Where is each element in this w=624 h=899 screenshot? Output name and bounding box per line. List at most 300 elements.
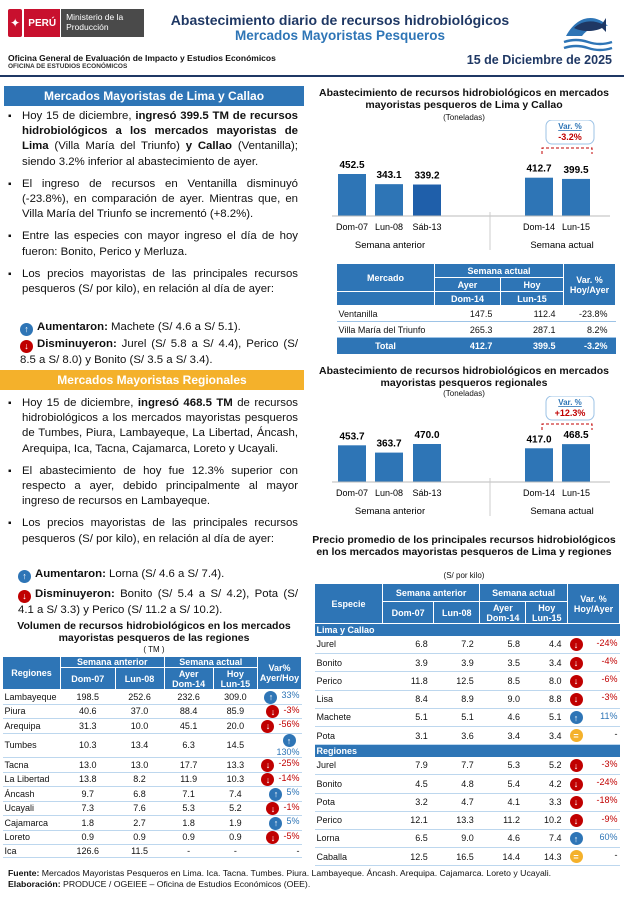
cell-region: Áncash [4,788,35,799]
cell-dom14: 14.4 [502,851,520,862]
table-row [3,719,302,734]
arrow-down-icon: ↓ [261,759,274,772]
col-lun08: Lun-08 [434,602,480,624]
data-label: 470.0 [414,430,440,441]
lima-bullet-4: ▪ Los precios mayoristas de las principales recursos pesqueros (S/ por kilo), en relación al día de ayer: [8,267,298,297]
table-row [315,775,620,793]
cell-lun08: 13.4 [130,740,149,751]
cell-especie: Jurel [316,760,337,771]
footer-elaboration: Elaboración: PRODUCE / OGEIEE – Oficina de Estudios Económicos (OEE). [8,879,311,889]
cell-dom07: 3.2 [415,797,428,808]
table-row [3,772,302,787]
col-semana-actual: Semana actual [164,657,257,668]
cell-region: Lambayeque [4,691,57,702]
regional-bullet-1: ▪ Hoy 15 de diciembre, ingresó 468.5 TM de recursos hidrobiológicos a los mercados mayoristas pesqueros de Tumbes, Piura, Lambayeque, La Libertad, Áncash, Arequipa, Ica, Tacna, Cajamarca, Loreto y Ucayali. [8,396,298,457]
regional-price-up: ↑ Aumentaron: Lorna (S/ 4.6 a S/ 7.4). [18,567,298,583]
cell-var: = - [568,726,620,744]
table-row [315,672,620,690]
arrow-down-icon: ↓ [18,590,31,603]
cell-dom07: 40.6 [79,706,97,717]
cell-dom14: 4.6 [507,712,520,723]
data-label: 453.7 [339,431,365,443]
regions-volume-title: Volumen de recursos hidrobiológicos en los mercados mayoristas pesqueros de las regiones [17,620,291,644]
table-row [315,654,620,672]
regions-volume-body [3,690,302,858]
cell-region: Ucayali [4,803,35,814]
x-tick-label: Dom-14 [522,222,556,232]
cell-lun08: 3.6 [461,730,474,741]
cell-total-hoy: 399.5 [532,340,556,351]
cell-dom07: 9.7 [81,788,95,799]
cell-var: ↑ 5% [258,816,302,831]
footer [8,868,551,890]
bar-Dom-07 [338,174,366,216]
col-dom07: Dom-07 [61,668,116,690]
group-label: Semana anterior [354,240,426,251]
cell-lun15: 4.4 [548,639,562,650]
cell-total-var: -3.2% [583,340,608,351]
variation-bracket [542,148,592,154]
cell-var: ↓ -5% [258,830,302,845]
bar-Dom-14 [525,178,553,216]
cell-ayer: 265.3 [469,324,493,335]
cell-dom14: 5.8 [507,639,520,650]
col-semana-actual: Semana actual [480,584,568,602]
chart-regional [320,396,616,526]
logo-peru: PERÚ [24,9,60,37]
arrow-down-icon: ↓ [570,796,583,809]
col-lun15: Lun-15 [500,292,563,306]
table-row [315,757,620,775]
cell-var: ↑ 33% [258,690,302,705]
cell-var: ↓ -14% [258,772,302,787]
cell-lun15: 5.2 [229,803,242,814]
footer-source: Fuente: Mercados Mayoristas Pesqueros en Lima. Ica. Tacna. Tumbes. Piura. Lambayeque. Áncash. Arequipa. Cajamarca. Loreto y Ucayali. [8,868,552,878]
cell-lun08: 8.2 [133,774,146,785]
cell-dom07: 1.8 [81,817,95,828]
cell-especie: Caballa [316,851,348,862]
table-row [3,830,302,845]
arrow-down-icon: ↓ [570,693,583,706]
cell-dom07: 10.3 [79,740,97,751]
cell-var: ↓ -24% [568,775,620,793]
lima-price-up: ↑ Aumentaron: Machete (S/ 4.6 a S/ 5.1). [20,320,298,336]
col-semana-anterior: Semana anterior [383,584,480,602]
group-label: Semana actual [530,240,594,251]
arrow-down-icon: ↓ [261,773,274,786]
cell-dom07: 3.1 [415,730,428,741]
cell-var: ↓ -56% [258,719,302,734]
data-label: 452.5 [339,160,365,171]
cell-dom07: 12.5 [410,851,428,862]
variation-bracket [542,424,592,430]
col-regiones: Regiones [3,657,61,690]
cell-lun08: 12.5 [456,675,474,686]
cell-lun15: 4.2 [548,778,562,789]
cell-var: - [296,846,300,857]
cell-dom14: 0.9 [182,832,195,843]
cell-lun15: 14.3 [543,851,562,862]
cell-lun08: 37.0 [130,706,149,717]
cell-dom07: 12.1 [410,815,428,826]
lima-bullet-1: ▪ Hoy 15 de diciembre, ingresó 399.5 TM de recursos hidrobiológicos a los mercados mayoristas de Lima (Villa María del Triunfo) y Callao (Ventanilla); siendo 3.2% inferior al abastecimiento de ayer. [8,109,298,170]
cell-var: ↓ -3% [568,690,620,708]
cell-dom14: 45.1 [179,720,198,731]
bar-Sáb-13 [413,185,441,216]
cell-lun08: 7.2 [461,639,474,650]
cell-lun15: - [233,846,237,857]
lima-market-body [337,306,616,354]
cell-region: Tumbes [4,740,37,751]
cell-lun15: 10.2 [543,815,562,826]
bar-Dom-07 [338,445,366,482]
table-row [337,322,616,338]
cell-region: Loreto [4,832,31,843]
col-var: Var. % Hoy/Ayer [564,264,616,306]
report-title: Abastecimiento diario de recursos hidrobiológicos [170,12,510,28]
col-hoy-lun15: Hoy Lun-15 [526,602,568,624]
bar-Lun-08 [375,453,403,482]
cell-lun15: 3.4 [548,657,562,668]
arrow-up-icon: ↑ [18,570,31,583]
org-name: Oficina General de Evaluación de Impacto y Estudios Económicos [8,53,276,63]
table-row [3,845,302,858]
cell-dom14: 5.3 [182,803,195,814]
cell-dom14: 5.3 [507,760,520,771]
arrow-up-icon: ↑ [570,711,583,724]
cell-dom14: 88.4 [179,706,198,717]
variation-value: +12.3% [554,408,586,418]
table-total-row [337,338,616,354]
arrow-down-icon: ↓ [570,675,583,688]
report-date: 15 de Diciembre de 2025 [466,53,612,67]
group-label: Semana actual [530,506,594,517]
chart-lima-title: Abastecimiento de recursos hidrobiológicos en mercados mayoristas pesqueros de Lima y Callao [319,87,609,111]
cell-dom07: 31.3 [79,720,97,731]
cell-mercado: Villa María del Triunfo [338,324,426,335]
lima-bullet-3: ▪ Entre las especies con mayor ingreso el día de hoy fueron: Bonito, Perico y Merluza. [8,229,298,259]
cell-dom07: 0.9 [81,832,95,843]
cell-lun08: 5.1 [461,712,474,723]
chart-lima-unit: (Toneladas) [443,113,485,122]
regional-bullet-3: ▪ Los precios mayoristas de las principales recursos pesqueros (S/ por kilo), en relación al día de ayer: [8,516,298,546]
data-label: 399.5 [563,164,589,176]
cell-dom07: 7.3 [81,803,95,814]
cell-dom14: 4.6 [507,833,520,844]
cell-var: ↓ -3% [568,757,620,775]
table-row [315,708,620,726]
cell-region: La Libertad [4,774,50,785]
col-semana-anterior: Semana anterior [61,657,165,668]
x-tick-label: Sáb-13 [412,222,442,232]
data-label: 468.5 [563,430,589,442]
col-hoy: Hoy [500,278,563,292]
chart-regional-title: Abastecimiento de recursos hidrobiológicos en mercados mayoristas pesqueros regionales [319,365,609,389]
arrow-down-icon: ↓ [570,814,583,827]
cell-dom07: 8.4 [415,694,428,705]
table-row [315,829,620,847]
cell-dom14: 5.4 [507,778,520,789]
arrow-down-icon: ↓ [266,705,279,718]
cell-region: Piura [4,706,26,717]
cell-lun15: 3.4 [548,730,562,741]
cell-mercado: Ventanilla [338,308,378,319]
cell-lun08: 9.0 [461,833,474,844]
cell-lun15: 13.3 [226,759,245,770]
table-row [315,690,620,708]
cell-lun15: 14.5 [226,740,245,751]
cell-lun15: 10.3 [226,774,245,785]
cell-lun08: 0.9 [133,832,146,843]
col-var: Var. % Hoy/Ayer [568,584,620,624]
regional-price-down: ↓ Disminuyeron: Bonito (S/ 5.4 a S/ 4.2), Pota (S/ 4.1 a S/ 3.3) y Perico (S/ 11.2 a S/ 10.2). [18,588,298,617]
office-name: OFICINA DE ESTUDIOS ECONÓMICOS [8,63,128,70]
cell-var: ↓ -18% [568,793,620,811]
cell-lun08: 7.6 [133,803,146,814]
cell-lun08: 4.7 [461,797,474,808]
regional-bullet-2: ▪ El abastecimiento de hoy fue 12.3% superior con respecto a ayer, debido principalmente al mayor ingreso de recursos en Lambayeque. [8,464,298,510]
table-row [3,816,302,831]
lima-bullet-2: ▪ El ingreso de recursos en Ventanilla disminuyó (-23.8%), en comparación de ayer. Mientras que, en Villa María del Triunfo se incrementó (+8.2%). [8,177,298,223]
cell-dom07: 3.9 [415,657,428,668]
regions-volume-table [2,656,302,858]
cell-hoy: 112.4 [533,308,556,319]
equal-icon: = [570,729,583,742]
cell-especie: Pota [316,730,336,741]
data-label: 343.1 [376,170,402,182]
cell-dom07: 11.8 [410,675,428,686]
arrow-down-icon: ↓ [20,340,33,353]
fish-logo-icon [560,6,614,52]
cell-dom07: 4.5 [415,778,428,789]
cell-dom14: 17.7 [179,759,198,770]
x-tick-label: Lun-15 [561,222,591,232]
report-subtitle: Mercados Mayoristas Pesqueros [234,28,446,43]
cell-lun15: 3.3 [548,797,562,808]
cell-dom14: 232.6 [177,691,200,702]
arrow-down-icon: ↓ [266,831,279,844]
table-row [3,690,302,705]
table-row [315,848,620,866]
group-label: Lima y Callao [316,624,375,635]
table-row [315,793,620,811]
logo-ministry: Ministerio de la Producción [61,9,144,37]
cell-dom14: 6.3 [182,740,195,751]
cell-total-label: Total [375,340,396,351]
bar-Lun-08 [375,184,403,216]
cell-especie: Machete [316,712,352,723]
col-blank [337,292,435,306]
cell-dom14: 9.0 [507,694,520,705]
coat-of-arms-icon: ✦ [8,9,22,37]
cell-dom14: 11.2 [503,815,520,826]
cell-lun08: 7.7 [461,760,474,771]
cell-lun08: 13.3 [456,815,474,826]
x-tick-label: Dom-07 [335,488,369,498]
variation-value: -3.2% [558,132,582,142]
x-tick-label: Dom-14 [522,488,556,498]
cell-lun08: 252.6 [128,691,151,702]
cell-total-ayer: 412.7 [469,340,493,351]
cell-var: ↓ -3% [258,704,302,719]
bar-Dom-14 [525,448,553,482]
arrow-up-icon: ↑ [570,832,583,845]
col-lun08: Lun-08 [115,668,164,690]
x-tick-label: Dom-07 [335,222,369,232]
cell-especie: Pota [316,797,336,808]
regional-bullets [8,396,298,554]
equal-icon: = [570,850,583,863]
col-dom07: Dom-07 [383,602,434,624]
cell-lun15: 0.9 [229,832,242,843]
col-dom14: Dom-14 [435,292,501,306]
table-row [3,733,302,758]
regions-volume-unit: ( TM ) [143,645,165,654]
variation-label: Var. % [558,398,582,407]
cell-var: ↓ -6% [568,672,620,690]
cell-lun15: 7.4 [548,833,562,844]
col-hoy-lun15: Hoy Lun-15 [213,668,257,690]
col-especie: Especie [315,584,383,624]
cell-region: Tacna [4,759,29,770]
cell-var: ↓ -9% [568,811,620,829]
prices-title: Precio promedio de los principales recursos hidrobiológicos en los mercados mayoristas pesqueros de Lima y regiones [312,534,616,558]
arrow-up-icon: ↑ [20,323,33,336]
cell-dom07: 13.8 [79,774,97,785]
cell-var: ↓ -24% [568,636,620,654]
cell-dom07: 6.5 [415,833,428,844]
table-row [315,636,620,654]
cell-especie: Perico [316,675,343,686]
arrow-down-icon: ↓ [570,657,583,670]
cell-ayer: 147.5 [469,308,493,319]
table-row [337,306,616,322]
cell-var: ↑ 5% [258,787,302,802]
regional-heading: Mercados Mayoristas Regionales [0,370,304,390]
cell-region: Arequipa [4,720,41,731]
cell-dom14: 1.8 [182,817,195,828]
header-divider [0,75,624,77]
cell-hoy: 287.1 [532,324,556,335]
cell-var: ↓ -25% [258,758,302,773]
arrow-down-icon: ↓ [570,778,583,791]
arrow-up-icon: ↑ [283,734,296,747]
cell-lun08: 11.5 [131,846,148,857]
cell-var: ↓ -1% [258,801,302,816]
produce-logo [8,6,144,40]
cell-lun08: 16.5 [456,851,474,862]
arrow-down-icon: ↓ [266,802,279,815]
cell-especie: Perico [316,815,343,826]
cell-lun15: 1.9 [229,817,242,828]
cell-dom07: 5.1 [415,712,428,723]
cell-lun08: 3.9 [461,657,474,668]
cell-lun15: 5.2 [548,760,562,771]
cell-dom14: 8.5 [507,675,520,686]
arrow-down-icon: ↓ [261,720,274,733]
cell-dom14: 11.9 [180,774,198,785]
cell-var: ↑130% [276,735,300,757]
cell-lun15: 309.0 [224,691,247,702]
group-label: Regiones [316,745,358,756]
arrow-up-icon: ↑ [269,788,282,801]
arrow-down-icon: ↓ [570,759,583,772]
group-row [315,745,620,757]
cell-var: ↑ 11% [568,708,620,726]
cell-dom07: 7.9 [415,760,428,771]
data-label: 363.7 [376,438,402,450]
cell-dom07: 6.8 [415,639,428,650]
table-row [3,801,302,816]
cell-lun08: 6.8 [133,788,146,799]
chart-regional-unit: (Toneladas) [443,389,485,398]
cell-lun15: 20.0 [226,720,245,731]
table-row [315,811,620,829]
cell-dom14: 7.1 [182,788,195,799]
cell-dom14: 3.4 [507,730,520,741]
cell-var: 8.2% [586,324,608,335]
cell-dom07: 126.6 [76,846,100,857]
data-label: 339.2 [414,170,440,182]
cell-especie: Lisa [316,694,334,705]
cell-lun15: 8.8 [548,694,562,705]
cell-lun15: 7.4 [229,788,242,799]
cell-var: ↑ 60% [568,829,620,847]
cell-dom14: 4.1 [507,797,520,808]
x-tick-label: Lun-08 [374,222,404,232]
table-row [315,726,620,744]
x-tick-label: Sáb-13 [412,488,442,498]
cell-var: = - [568,848,620,866]
chart-lima [320,120,616,262]
col-var: Var% Ayer/Hoy [258,657,302,690]
variation-label: Var. % [558,122,582,131]
prices-table [314,583,620,866]
col-ayer-dom14: Ayer Dom-14 [480,602,526,624]
cell-lun08: 4.8 [461,778,474,789]
group-label: Semana anterior [354,506,426,517]
lima-bullets [8,109,298,304]
cell-lun15: 8.0 [548,675,562,686]
cell-dom07: 13.0 [79,759,97,770]
table-row [3,758,302,773]
cell-var: ↓ -4% [568,654,620,672]
bar-Sáb-13 [413,444,441,482]
cell-lun08: 10.0 [130,720,149,731]
cell-lun08: 2.7 [133,817,146,828]
cell-region: Cajamarca [4,817,49,828]
cell-lun08: 8.9 [461,694,474,705]
cell-region: Ica [4,846,17,857]
bar-Lun-15 [562,444,590,482]
cell-especie: Bonito [316,778,343,789]
cell-lun15: 5.1 [548,712,562,723]
col-mercado: Mercado [337,264,435,292]
lima-heading: Mercados Mayoristas de Lima y Callao [4,86,304,106]
data-label: 412.7 [526,163,552,175]
prices-unit: (S/ por kilo) [443,571,485,580]
cell-especie: Bonito [316,657,343,668]
lima-price-down: ↓ Disminuyeron: Jurel (S/ 5.8 a S/ 4.4), Perico (S/ 8.5 a S/ 8.0) y Bonito (S/ 3.5 a S/ 3.4). [20,338,298,367]
cell-lun15: 85.9 [226,706,245,717]
group-row [315,624,620,636]
table-row [3,704,302,719]
table-row [3,787,302,802]
cell-dom14: - [187,846,191,857]
cell-dom14: 3.5 [507,657,520,668]
x-tick-label: Lun-15 [561,488,591,498]
x-tick-label: Lun-08 [374,488,404,498]
